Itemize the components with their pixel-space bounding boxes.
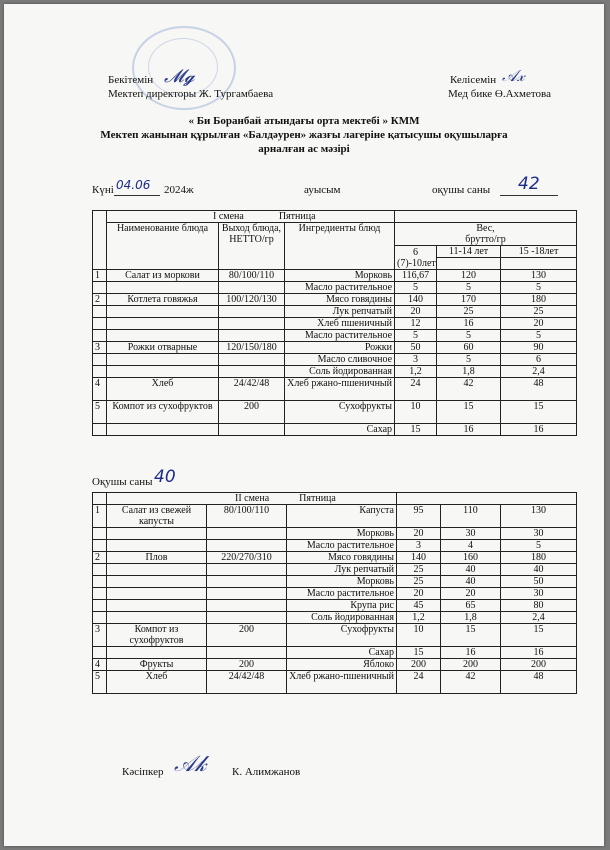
col-ingredients: Ингредиенты блюд bbox=[285, 223, 395, 270]
students-label-2: Оқушы саны bbox=[92, 476, 153, 488]
weight-age-1: 15 bbox=[397, 647, 441, 659]
dish-output bbox=[207, 588, 287, 600]
ingredient: Морковь bbox=[285, 270, 395, 282]
table-row bbox=[93, 401, 577, 424]
dish-name bbox=[107, 354, 219, 366]
dish-output: 200 bbox=[219, 401, 285, 424]
weight-age-2: 160 bbox=[441, 552, 501, 564]
menu-table-shift-2 bbox=[92, 492, 577, 694]
table-row bbox=[93, 318, 577, 330]
table-row bbox=[93, 624, 577, 647]
dish-output: 80/100/110 bbox=[219, 270, 285, 282]
weight-age-1: 24 bbox=[395, 378, 437, 401]
table-row bbox=[93, 294, 577, 306]
weight-age-2: 1,8 bbox=[437, 366, 501, 378]
weight-age-2: 40 bbox=[441, 564, 501, 576]
weight-age-2: 110 bbox=[441, 505, 501, 528]
dish-output bbox=[207, 564, 287, 576]
weight-age-3: 80 bbox=[501, 600, 577, 612]
weight-age-1: 20 bbox=[397, 588, 441, 600]
col-dish-name: Наименование блюда bbox=[107, 223, 219, 270]
weight-age-1: 200 bbox=[397, 659, 441, 671]
row-number bbox=[93, 306, 107, 318]
dish-name bbox=[107, 647, 207, 659]
shift-1-weekday: Пятница bbox=[278, 211, 316, 222]
table-row bbox=[93, 671, 577, 694]
weight-age-2: 60 bbox=[437, 342, 501, 354]
dish-name bbox=[107, 366, 219, 378]
weight-age-1: 5 bbox=[395, 282, 437, 294]
table-row bbox=[93, 647, 577, 659]
weight-age-1: 25 bbox=[397, 564, 441, 576]
ingredient: Рожки bbox=[285, 342, 395, 354]
dish-output bbox=[207, 528, 287, 540]
table-row bbox=[93, 378, 577, 401]
age-col-3: 15 -18лет bbox=[501, 246, 577, 258]
dish-name: Плов bbox=[107, 552, 207, 564]
row-number: 4 bbox=[93, 378, 107, 401]
dish-name: Хлеб bbox=[107, 378, 219, 401]
dish-name bbox=[107, 424, 219, 436]
ingredient: Соль йодированная bbox=[287, 612, 397, 624]
weight-age-2: 1,8 bbox=[441, 612, 501, 624]
weight-age-3: 20 bbox=[501, 318, 577, 330]
org-name: « Би Боранбай атындағы орта мектебі » КММ bbox=[188, 115, 420, 127]
dish-output bbox=[219, 318, 285, 330]
dish-output: 24/42/48 bbox=[219, 378, 285, 401]
weight-age-3: 180 bbox=[501, 552, 577, 564]
weight-age-3: 40 bbox=[501, 564, 577, 576]
ingredient: Хлеб пшеничный bbox=[285, 318, 395, 330]
dish-output bbox=[207, 612, 287, 624]
entrepreneur-name: К. Алимжанов bbox=[232, 766, 301, 778]
dish-output bbox=[219, 306, 285, 318]
ingredient: Капуста bbox=[287, 505, 397, 528]
weight-age-2: 16 bbox=[437, 318, 501, 330]
weight-age-1: 95 bbox=[397, 505, 441, 528]
ingredient: Мясо говядины bbox=[287, 552, 397, 564]
row-number bbox=[93, 354, 107, 366]
row-number: 4 bbox=[93, 659, 107, 671]
dish-output: 100/120/130 bbox=[219, 294, 285, 306]
row-number bbox=[93, 588, 107, 600]
weight-age-2: 25 bbox=[437, 306, 501, 318]
dish-name: Салат из моркови bbox=[107, 270, 219, 282]
entrepreneur-signature: 𝒜𝓀 bbox=[174, 752, 207, 777]
table-row bbox=[93, 600, 577, 612]
weight-age-1: 140 bbox=[397, 552, 441, 564]
row-number bbox=[93, 366, 107, 378]
students-label: оқушы саны bbox=[432, 184, 491, 196]
dish-name: Хлеб bbox=[107, 671, 207, 694]
shift-label: ауысым bbox=[304, 184, 341, 196]
table-row bbox=[93, 540, 577, 552]
weight-age-3: 5 bbox=[501, 540, 577, 552]
dish-output bbox=[207, 600, 287, 612]
weight-age-2: 170 bbox=[437, 294, 501, 306]
weight-age-2: 42 bbox=[437, 378, 501, 401]
weight-age-3: 25 bbox=[501, 306, 577, 318]
dish-name bbox=[107, 600, 207, 612]
row-number: 1 bbox=[93, 505, 107, 528]
dish-output: 200 bbox=[207, 659, 287, 671]
ingredient: Масло растительное bbox=[287, 540, 397, 552]
table-row bbox=[93, 330, 577, 342]
weight-age-1: 3 bbox=[397, 540, 441, 552]
weight-age-2: 5 bbox=[437, 354, 501, 366]
weight-age-1: 10 bbox=[397, 624, 441, 647]
ingredient: Сахар bbox=[285, 424, 395, 436]
weight-age-3: 180 bbox=[501, 294, 577, 306]
ingredient: Крупа рис bbox=[287, 600, 397, 612]
approve-label: Бекітемін bbox=[108, 74, 154, 86]
title-line-1: Мектеп жанынан құрылған «Балдәурен» жазғы лагеріне қатысушы оқушыларға bbox=[100, 129, 508, 141]
document-page bbox=[4, 4, 604, 846]
row-number bbox=[93, 330, 107, 342]
weight-age-2: 120 bbox=[437, 270, 501, 282]
dish-output bbox=[219, 424, 285, 436]
weight-age-2: 16 bbox=[437, 424, 501, 436]
row-number: 2 bbox=[93, 294, 107, 306]
row-number: 3 bbox=[93, 342, 107, 354]
weight-age-3: 48 bbox=[501, 671, 577, 694]
dish-output bbox=[207, 647, 287, 659]
row-number bbox=[93, 647, 107, 659]
weight-age-3: 16 bbox=[501, 647, 577, 659]
dish-name bbox=[107, 318, 219, 330]
director-line: Мектеп директоры Ж. Тургамбаева bbox=[108, 88, 274, 100]
weight-age-3: 30 bbox=[501, 588, 577, 600]
ingredient: Лук репчатый bbox=[287, 564, 397, 576]
weight-age-1: 45 bbox=[397, 600, 441, 612]
table-row bbox=[93, 270, 577, 282]
ingredient: Лук репчатый bbox=[285, 306, 395, 318]
dish-name bbox=[107, 576, 207, 588]
weight-age-3: 200 bbox=[501, 659, 577, 671]
dish-name bbox=[107, 540, 207, 552]
weight-age-3: 15 bbox=[501, 401, 577, 424]
weight-age-2: 30 bbox=[441, 528, 501, 540]
table-row bbox=[93, 588, 577, 600]
dish-output bbox=[219, 282, 285, 294]
row-number: 2 bbox=[93, 552, 107, 564]
nurse-line: Мед бике Ө.Ахметова bbox=[448, 88, 551, 100]
shift-1-label: I смена bbox=[213, 211, 244, 222]
director-signature: 𝓜𝓰 bbox=[164, 66, 195, 87]
table-row bbox=[93, 282, 577, 294]
table-row bbox=[93, 564, 577, 576]
dish-name: Фрукты bbox=[107, 659, 207, 671]
table-row bbox=[93, 505, 577, 528]
row-number bbox=[93, 576, 107, 588]
agree-label: Келісемін bbox=[450, 74, 497, 86]
day-label: Күні bbox=[92, 184, 114, 196]
ingredient: Мясо говядины bbox=[285, 294, 395, 306]
weight-age-2: 65 bbox=[441, 600, 501, 612]
weight-age-3: 130 bbox=[501, 505, 577, 528]
weight-age-3: 5 bbox=[501, 282, 577, 294]
weight-age-1: 10 bbox=[395, 401, 437, 424]
weight-age-2: 16 bbox=[441, 647, 501, 659]
dish-output bbox=[219, 330, 285, 342]
table-row bbox=[93, 342, 577, 354]
ingredient: Масло сливочное bbox=[285, 354, 395, 366]
dish-name: Рожки отварные bbox=[107, 342, 219, 354]
entrepreneur-label: Кәсіпкер bbox=[122, 766, 164, 778]
age-col-2: 11-14 лет bbox=[437, 246, 501, 258]
dish-output: 120/150/180 bbox=[219, 342, 285, 354]
weight-age-2: 40 bbox=[441, 576, 501, 588]
weight-age-2: 200 bbox=[441, 659, 501, 671]
dish-output: 24/42/48 bbox=[207, 671, 287, 694]
dish-name bbox=[107, 564, 207, 576]
dish-output: 220/270/310 bbox=[207, 552, 287, 564]
weight-age-3: 16 bbox=[501, 424, 577, 436]
title-line-2: арналған ас мәзірі bbox=[258, 143, 350, 155]
row-number: 1 bbox=[93, 270, 107, 282]
table-row bbox=[93, 306, 577, 318]
weight-age-3: 48 bbox=[501, 378, 577, 401]
weight-age-1: 50 bbox=[395, 342, 437, 354]
row-number bbox=[93, 540, 107, 552]
weight-age-1: 1,2 bbox=[397, 612, 441, 624]
row-number: 5 bbox=[93, 671, 107, 694]
dish-output bbox=[219, 366, 285, 378]
row-number bbox=[93, 600, 107, 612]
table-row bbox=[93, 612, 577, 624]
weight-age-1: 24 bbox=[397, 671, 441, 694]
dish-name bbox=[107, 306, 219, 318]
col-output: Выход блюда, НЕТТО/гр bbox=[219, 223, 285, 270]
row-number bbox=[93, 612, 107, 624]
shift-2-weekday: Пятница bbox=[299, 493, 336, 504]
table-row bbox=[93, 366, 577, 378]
weight-age-3: 2,4 bbox=[501, 366, 577, 378]
dish-output bbox=[219, 354, 285, 366]
dish-name: Котлета говяжья bbox=[107, 294, 219, 306]
ingredient: Хлеб ржано-пшеничный bbox=[287, 671, 397, 694]
students-handwritten: 42 bbox=[518, 174, 540, 194]
weight-age-3: 50 bbox=[501, 576, 577, 588]
dish-output: 200 bbox=[207, 624, 287, 647]
weight-age-1: 1,2 bbox=[395, 366, 437, 378]
dish-output: 80/100/110 bbox=[207, 505, 287, 528]
dish-name: Салат из свежей капусты bbox=[107, 505, 207, 528]
dish-output bbox=[207, 540, 287, 552]
row-number bbox=[93, 424, 107, 436]
ingredient: Яблоко bbox=[287, 659, 397, 671]
ingredient: Морковь bbox=[287, 528, 397, 540]
weight-age-1: 5 bbox=[395, 330, 437, 342]
weight-age-1: 140 bbox=[395, 294, 437, 306]
table-row bbox=[93, 424, 577, 436]
ingredient: Масло растительное bbox=[287, 588, 397, 600]
weight-age-1: 12 bbox=[395, 318, 437, 330]
weight-age-3: 6 bbox=[501, 354, 577, 366]
dish-name: Компот из сухофруктов bbox=[107, 401, 219, 424]
table-row bbox=[93, 354, 577, 366]
weight-age-2: 5 bbox=[437, 330, 501, 342]
weight-age-3: 5 bbox=[501, 330, 577, 342]
day-handwritten: 04.06 bbox=[116, 178, 151, 192]
weight-age-2: 20 bbox=[441, 588, 501, 600]
weight-age-3: 15 bbox=[501, 624, 577, 647]
weight-age-1: 20 bbox=[395, 306, 437, 318]
weight-age-1: 116,67 bbox=[395, 270, 437, 282]
row-number bbox=[93, 318, 107, 330]
weight-age-3: 90 bbox=[501, 342, 577, 354]
weight-age-1: 15 bbox=[395, 424, 437, 436]
dish-name bbox=[107, 612, 207, 624]
weight-age-3: 130 bbox=[501, 270, 577, 282]
ingredient: Сухофрукты bbox=[285, 401, 395, 424]
dish-name bbox=[107, 528, 207, 540]
weight-age-2: 5 bbox=[437, 282, 501, 294]
row-number bbox=[93, 564, 107, 576]
age-col-1: 6 (7)-10лет bbox=[395, 246, 437, 270]
ingredient: Сахар bbox=[287, 647, 397, 659]
weight-age-1: 20 bbox=[397, 528, 441, 540]
row-number: 3 bbox=[93, 624, 107, 647]
weight-age-1: 25 bbox=[397, 576, 441, 588]
weight-age-3: 30 bbox=[501, 528, 577, 540]
dish-name bbox=[107, 282, 219, 294]
col-weight-1: Вес, bbox=[476, 223, 495, 234]
table-row bbox=[93, 552, 577, 564]
ingredient: Соль йодированная bbox=[285, 366, 395, 378]
weight-age-2: 15 bbox=[441, 624, 501, 647]
dish-name bbox=[107, 330, 219, 342]
shift-2-label: II смена bbox=[235, 493, 270, 504]
students-handwritten-2: 40 bbox=[154, 467, 176, 487]
weight-age-2: 42 bbox=[441, 671, 501, 694]
weight-age-3: 2,4 bbox=[501, 612, 577, 624]
table-row bbox=[93, 528, 577, 540]
dish-name bbox=[107, 588, 207, 600]
ingredient: Морковь bbox=[287, 576, 397, 588]
dish-output bbox=[207, 576, 287, 588]
dish-name: Компот из сухофруктов bbox=[107, 624, 207, 647]
nurse-signature: 𝒜𝓍 bbox=[502, 66, 525, 85]
ingredient: Масло растительное bbox=[285, 330, 395, 342]
menu-table-shift-1 bbox=[92, 210, 577, 436]
ingredient: Сухофрукты bbox=[287, 624, 397, 647]
year-text: 2024ж bbox=[164, 184, 194, 196]
ingredient: Хлеб ржано-пшеничный bbox=[285, 378, 395, 401]
weight-age-2: 15 bbox=[437, 401, 501, 424]
row-number bbox=[93, 528, 107, 540]
row-number bbox=[93, 282, 107, 294]
ingredient: Масло растительное bbox=[285, 282, 395, 294]
table-row bbox=[93, 576, 577, 588]
col-weight-2: брутто/гр bbox=[465, 234, 506, 245]
table-row bbox=[93, 659, 577, 671]
row-number: 5 bbox=[93, 401, 107, 424]
weight-age-1: 3 bbox=[395, 354, 437, 366]
weight-age-2: 4 bbox=[441, 540, 501, 552]
